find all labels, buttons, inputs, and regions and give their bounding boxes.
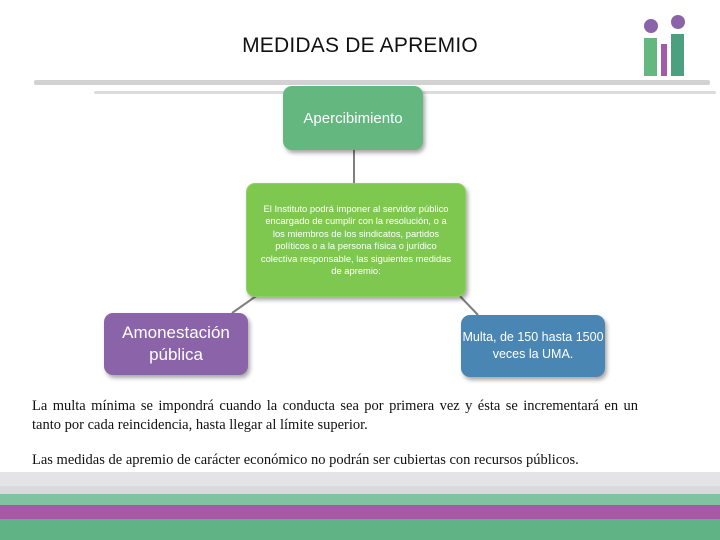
node-instituto-description: El Instituto podrá imponer al servidor público encargado de cumplir con la resolución, o a los miembros de los sindicatos, partidos políticos o a la persona física o jurídico colectiva responsable, las siguientes medidas de apremio: [246, 183, 466, 297]
paragraph-multa-minima: La multa mínima se impondrá cuando la conducta sea por primera vez y ésta se incrementará en un tanto por cada reincidencia, hasta llegar al límite superior. [32, 398, 638, 433]
node-amonestacion-publica: Amonestación pública [104, 313, 248, 375]
institution-logo-icon [640, 14, 690, 80]
header-divider [34, 80, 710, 85]
paragraph-recursos-publicos: Las medidas de apremio de carácter económico no podrán ser cubiertas con recursos públicos. [32, 452, 579, 468]
page-title: MEDIDAS DE APREMIO [242, 34, 478, 57]
footer-band-purple [0, 505, 720, 519]
footer-band-light [0, 472, 720, 486]
footer-band-green [0, 494, 720, 505]
footer-band-light-2 [0, 486, 720, 494]
node-apercibimiento: Apercibimiento [283, 86, 423, 150]
footer-band-teal [0, 519, 720, 540]
node-multa: Multa, de 150 hasta 1500 veces la UMA. [461, 315, 605, 377]
